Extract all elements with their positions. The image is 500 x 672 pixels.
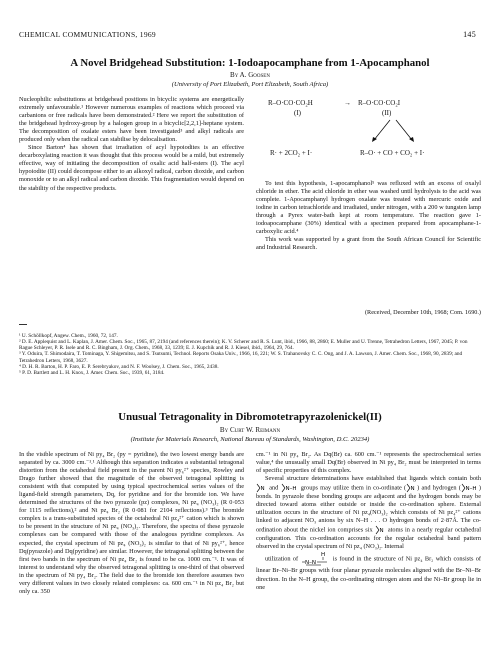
received-date: (Received, December 10th, 1968; Com. 1690.) xyxy=(365,309,481,316)
coordinate-bond-structure xyxy=(406,483,417,493)
paragraph: cm.⁻¹ in Ni py₄ Br₂. As Dq(Br) ca. 600 cm.⁻¹ represents the spectrochemical series value,⁴ the unusually small Dq(Br) observed in Ni py₄ Br₂ must be interpreted in terms of specific properties of this complex. xyxy=(256,451,481,475)
reference: ² D. E. Applequist and L. Kaplan, J. Amer. Chem. Soc., 1965, 87, 2194 (and references therein); K. V. Scherer and R. S. Lunt, ibid., 1966, 88, 2860; E. Muller and U. Trenne, Tetrahedron Letters, 1967, 2045; P. von Rague Schleyer, P. R. Isele and R. C. Bingham, J. Org. Chem., 1968, 33, 1239; E. J. Kupchik and R. J. Kiesel, ibid., 1964, 29, 764. xyxy=(19,339,468,352)
svg-text:N–H: N–H xyxy=(285,486,297,493)
paragraph: Since Barton⁴ has shown that irradiation of acyl hypoiodites is an effective decarboxylating reaction it was thought that this process would be a mild, but extremely effective, way of initiating the decomposition of oxalic acid half-esters (I). The acyl hypoiodite (II) could decompose either to an alkoxyl radical, carbon dioxide, and carbon monoxide or to an alkyl radical and carbon dioxide. This fragmentation would depend on the stability of the respective products. xyxy=(19,144,244,192)
ring-nitrogen-structure xyxy=(256,483,267,493)
reference: ⁴ D. H. R. Barton, H. P. Faro, E. P. Serebryakov, and N. F. Woolsey, J. Chem. Soc., 1965, 2438. xyxy=(19,363,219,370)
article2-right-column xyxy=(256,451,481,592)
paragraph: This work was supported by a grant from the South African Council for Scientific and Industrial Research. xyxy=(256,236,481,252)
article2-affiliation: (Institute for Materials Research, National Bureau of Standards, Washington, D.C. 20234) xyxy=(130,436,370,443)
hydrogen-bond-structure xyxy=(461,483,479,493)
ring-nh-structure xyxy=(281,483,299,493)
scheme-product: R–O·CO·CO₂I xyxy=(358,99,401,107)
paragraph: Several structure determinations have established that ligands which contain both N and N–H groups may utilize them in co-ordinate ( N ) and hydrogen ( N–H ) bonds. In pyrazole these bonding groups are adjacent and the hydrogen bonds may be directed toward atoms either outside or inside the co-ordination sphere. External utilization occurs in the structure of Ni pz₄(NO₃)₂ which consists of Ni pz₄²⁺ cations linked to adjacent NO₃ anions by six N–H . . . O hydrogen bonds of 2·87Å. The co-ordination about the nickel ion comprises six N atoms in a nearly regular octahedral configuration. This co-ordination accounts for the regular octahedral band pattern observed in the crystal spectrum of Ni pz₄ (NO₃)₂. Internal xyxy=(256,475,482,551)
reference: ³ Y. Oduira, T. Shimodaira, T. Tominaga, Y. Shigemitsu, and S. Tsutsumi, Technol. Reports Osaka Univ., 1966, 16, 221; W. S. Trahanovsky C. C. Ong, and J. A. Lawson, J. Amer. Chem. Soc., 1968, 90, 2839; and Tetrahedron Letters, 1968, 3627. xyxy=(19,351,463,364)
svg-text:N–H: N–H xyxy=(465,486,477,493)
svg-text:N–N: N–N xyxy=(304,560,316,567)
paragraph: Nucleophilic substitutions at bridgehead positions in bicyclic systems are energetically extremely unfavourable.¹ However numerous examples of reactions which proceed via carbanions or free radicals have been demonstrated.² Here we report the substitution of the bridgehead hydroxy-group by a halogen group in a bicyclic[2,2,1]-heptane system. The decomposition of oxalate esters have been investigated³ and alkyl radicals are produced only when the radical can stabilise by delocalisation. xyxy=(19,96,244,144)
article-author: By A. Goosen xyxy=(230,71,270,79)
references-rule xyxy=(19,324,27,325)
journal-name: CHEMICAL COMMUNICATIONS, 1969 xyxy=(19,30,156,39)
article2-left-column xyxy=(19,451,244,596)
scheme-reactant: R–O·CO·CO₂H xyxy=(268,99,313,107)
reference: ¹ U. Schöllkopf, Angew. Chem., 1960, 72, 147. xyxy=(19,333,118,339)
article2-title: Unusual Tetragonality in Dibromotetrapyrazolenickel(II) xyxy=(118,411,382,423)
scheme-path-left: R· + 2CO₂ + I· xyxy=(270,149,313,157)
scheme-label-i: (I) xyxy=(294,109,301,117)
paragraph: utilization of H N–N is found in the structure of Ni pz₄ Br₂ which consists of linear Br–Ni–Br groups with four planar pyrazole molecules aligned with the Br–Ni–Br direction. In the N–H group, the co-ordinating nitrogen atom and the Ni–Br group lie in one xyxy=(256,552,482,591)
svg-text:H: H xyxy=(320,552,325,559)
article2-author: By Curt W. Reimann xyxy=(219,426,281,434)
article1-right-column xyxy=(256,180,481,252)
svg-text:N: N xyxy=(260,486,265,493)
svg-text:N: N xyxy=(379,528,384,535)
pyrazole-nn-h-structure xyxy=(301,551,331,567)
page-number: 145 xyxy=(463,30,476,39)
article-title: A Novel Bridgehead Substitution: 1-Iodoapocamphane from 1-Apocamphanol xyxy=(70,57,430,69)
scheme-path-right: R–O· + CO + CO₂ + I· xyxy=(360,149,425,157)
scheme-arrow-left xyxy=(374,120,390,140)
reaction-scheme xyxy=(268,98,448,160)
running-header xyxy=(19,30,476,42)
references xyxy=(19,333,481,376)
reference: ⁵ P. D. Bartlett and L. H. Knox, J. Amer. Chem. Soc., 1939, 61, 3184. xyxy=(19,369,165,376)
article1-left-column xyxy=(19,96,244,193)
ring-nitrogen-structure xyxy=(375,525,386,535)
svg-text:N: N xyxy=(410,486,415,493)
scheme-arrow-right xyxy=(396,120,412,140)
paragraph: In the visible spectrum of Ni py₄ Br₂ (py = pyridine), the two lowest energy bands are separated by ca. 3000 cm.⁻¹.¹ Although this separation indicates a substantial tetragonal distortion from the octahedral field present in the parent Ni py₆²⁺ species, Rowley and Drago further showed that the magnitude of the observed tetragonal splitting is consistent with that computed by using typical spectrochemical series values of the ligand-field strength parameters, Dq, for pyridine and for the bromide ion. We have determined the structures of the two pyrazole (pz) complexes, Ni pz₄ (NO₃)₂ (R 0·053 for 1115 reflections),² and Ni pz₄ Br₂ (R 0·081 for 2104 reflections).³ The bromide complex is a trans-substituted species of the octahedral Ni pz₄²⁺ cation which is shown to be present in the structure of Ni pz₄ (NO₃)₂. Therefore, the spectra of these pyrazole complexes can be compared with those of the analogous pyridine complexes. As expected, the crystal spectrum of Ni pz₄ (NO₃)₂ is similar to that of Ni py₆²⁺, hence Dq(pyrazole) and Dq(pyridine) are similar. However, the tetragonal splitting between the first two bands in the spectrum of Ni pz₄ Br₂ is found to be ca. 1000 cm.⁻¹. It was of interest to understand why the observed tetragonal splitting is one-third of that observed in the spectrum of Ni py₄ Br₂. The field due to the bromide ion therefore assumes two very different values in two closely related complexes: ca. 600 cm.⁻¹ in Ni pz₄ Br₂ but only ca. 350 xyxy=(19,451,244,595)
scheme-label-ii: (II) xyxy=(382,109,392,117)
scheme-arrow: → xyxy=(344,99,351,107)
paragraph: To test this hypothesis, 1-apocamphanol⁵ was refluxed with an excess of oxalyl chloride in ether. The acid chloride in ether was washed until hydrolysis to the acid was complete. 1-Apocamphanyl hydrogen oxalate was treated with mercuric oxide and iodine in carbon tetrachloride and irradiated, under nitrogen, with a 200 w tungsten lamp through a Pyrex water-bath kept at room temperature. The reaction gave 1-iodoapocamphane (30%) identical with a specimen prepared from apocamphane-1-carboxylic acid.⁴ xyxy=(256,180,481,236)
article-affiliation: (University of Port Elizabeth, Port Elizabeth, South Africa) xyxy=(171,81,329,88)
